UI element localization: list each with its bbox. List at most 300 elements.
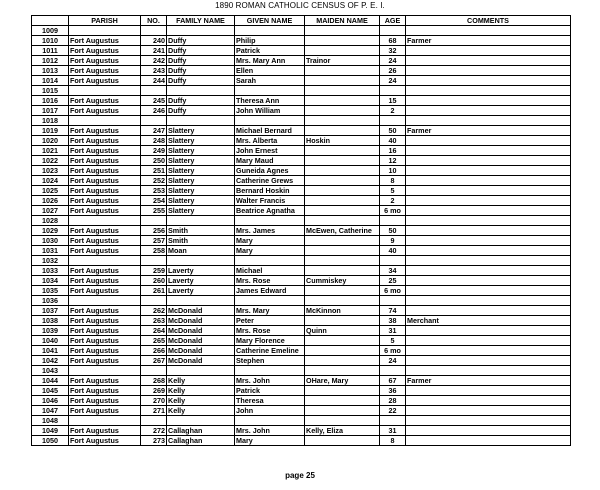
number-cell: 258: [141, 246, 167, 256]
maiden-name-cell: Cummiskey: [305, 276, 380, 286]
maiden-name-cell: [305, 296, 380, 306]
age-cell: 9: [380, 236, 406, 246]
record-id-cell: 1031: [32, 246, 69, 256]
age-cell: [380, 26, 406, 36]
parish-cell: [69, 256, 141, 266]
maiden-name-cell: [305, 286, 380, 296]
age-cell: 24: [380, 76, 406, 86]
table-row: [32, 166, 571, 176]
record-id-cell: 1040: [32, 336, 69, 346]
comments-cell: [406, 56, 571, 66]
number-cell: 267: [141, 356, 167, 366]
comments-cell: [406, 366, 571, 376]
header-comments: COMMENTS: [406, 16, 571, 26]
record-id-cell: 1038: [32, 316, 69, 326]
comments-cell: [406, 266, 571, 276]
record-id-cell: 1018: [32, 116, 69, 126]
record-id-cell: 1020: [32, 136, 69, 146]
parish-cell: Fort Augustus: [69, 386, 141, 396]
number-cell: 246: [141, 106, 167, 116]
comments-cell: [406, 46, 571, 56]
given-name-cell: Bernard Hoskin: [235, 186, 305, 196]
record-id-cell: 1021: [32, 146, 69, 156]
age-cell: 24: [380, 356, 406, 366]
parish-cell: Fort Augustus: [69, 316, 141, 326]
family-name-cell: Moan: [167, 246, 235, 256]
family-name-cell: Callaghan: [167, 426, 235, 436]
parish-cell: [69, 116, 141, 126]
record-id-cell: 1009: [32, 26, 69, 36]
number-cell: 271: [141, 406, 167, 416]
maiden-name-cell: [305, 366, 380, 376]
age-cell: 15: [380, 96, 406, 106]
number-cell: 269: [141, 386, 167, 396]
number-cell: 252: [141, 176, 167, 186]
table-row: [32, 106, 571, 116]
comments-cell: [406, 236, 571, 246]
table-row: [32, 236, 571, 246]
comments-cell: [406, 256, 571, 266]
table-row: [32, 416, 571, 426]
comments-cell: [406, 356, 571, 366]
given-name-cell: [235, 216, 305, 226]
age-cell: 12: [380, 156, 406, 166]
parish-cell: Fort Augustus: [69, 356, 141, 366]
table-row: [32, 286, 571, 296]
parish-cell: Fort Augustus: [69, 246, 141, 256]
age-cell: 6 mo: [380, 346, 406, 356]
number-cell: 261: [141, 286, 167, 296]
number-cell: [141, 86, 167, 96]
header-record-id: [32, 16, 69, 26]
number-cell: 259: [141, 266, 167, 276]
comments-cell: [406, 116, 571, 126]
given-name-cell: Patrick: [235, 46, 305, 56]
given-name-cell: Peter: [235, 316, 305, 326]
record-id-cell: 1027: [32, 206, 69, 216]
table-row: [32, 296, 571, 306]
parish-cell: Fort Augustus: [69, 376, 141, 386]
family-name-cell: McDonald: [167, 346, 235, 356]
maiden-name-cell: [305, 166, 380, 176]
maiden-name-cell: McKinnon: [305, 306, 380, 316]
table-row: [32, 176, 571, 186]
table-row: [32, 316, 571, 326]
given-name-cell: [235, 86, 305, 96]
given-name-cell: [235, 256, 305, 266]
maiden-name-cell: [305, 396, 380, 406]
table-row: [32, 26, 571, 36]
table-row: [32, 136, 571, 146]
age-cell: 50: [380, 226, 406, 236]
table-row: [32, 426, 571, 436]
comments-cell: [406, 286, 571, 296]
family-name-cell: Smith: [167, 226, 235, 236]
family-name-cell: Callaghan: [167, 436, 235, 446]
table-row: [32, 96, 571, 106]
table-row: [32, 216, 571, 226]
parish-cell: Fort Augustus: [69, 326, 141, 336]
number-cell: 254: [141, 196, 167, 206]
maiden-name-cell: [305, 386, 380, 396]
maiden-name-cell: Hoskin: [305, 136, 380, 146]
parish-cell: Fort Augustus: [69, 46, 141, 56]
header-given-name: GIVEN NAME: [235, 16, 305, 26]
maiden-name-cell: [305, 176, 380, 186]
given-name-cell: John Ernest: [235, 146, 305, 156]
table-row: [32, 196, 571, 206]
number-cell: [141, 216, 167, 226]
parish-cell: Fort Augustus: [69, 396, 141, 406]
number-cell: 248: [141, 136, 167, 146]
number-cell: 265: [141, 336, 167, 346]
age-cell: 16: [380, 146, 406, 156]
table-row: [32, 396, 571, 406]
table-row: [32, 376, 571, 386]
maiden-name-cell: [305, 436, 380, 446]
number-cell: 253: [141, 186, 167, 196]
age-cell: 68: [380, 36, 406, 46]
family-name-cell: McDonald: [167, 306, 235, 316]
comments-cell: [406, 416, 571, 426]
parish-cell: Fort Augustus: [69, 336, 141, 346]
maiden-name-cell: McEwen, Catherine: [305, 226, 380, 236]
number-cell: [141, 296, 167, 306]
record-id-cell: 1036: [32, 296, 69, 306]
comments-cell: [406, 76, 571, 86]
given-name-cell: Theresa: [235, 396, 305, 406]
maiden-name-cell: [305, 356, 380, 366]
number-cell: 255: [141, 206, 167, 216]
table-row: [32, 206, 571, 216]
parish-cell: Fort Augustus: [69, 176, 141, 186]
record-id-cell: 1014: [32, 76, 69, 86]
record-id-cell: 1042: [32, 356, 69, 366]
record-id-cell: 1011: [32, 46, 69, 56]
maiden-name-cell: [305, 196, 380, 206]
age-cell: 34: [380, 266, 406, 276]
table-row: [32, 326, 571, 336]
maiden-name-cell: [305, 336, 380, 346]
table-row: [32, 356, 571, 366]
table-row: [32, 146, 571, 156]
maiden-name-cell: [305, 216, 380, 226]
age-cell: 2: [380, 196, 406, 206]
age-cell: 22: [380, 406, 406, 416]
table-row: [32, 186, 571, 196]
given-name-cell: [235, 416, 305, 426]
family-name-cell: Duffy: [167, 66, 235, 76]
number-cell: 268: [141, 376, 167, 386]
comments-cell: [406, 196, 571, 206]
table-row: [32, 126, 571, 136]
given-name-cell: Mrs. Mary Ann: [235, 56, 305, 66]
parish-cell: Fort Augustus: [69, 36, 141, 46]
record-id-cell: 1030: [32, 236, 69, 246]
maiden-name-cell: [305, 246, 380, 256]
given-name-cell: Patrick: [235, 386, 305, 396]
age-cell: [380, 296, 406, 306]
family-name-cell: Duffy: [167, 56, 235, 66]
family-name-cell: Duffy: [167, 46, 235, 56]
family-name-cell: Kelly: [167, 376, 235, 386]
maiden-name-cell: [305, 126, 380, 136]
age-cell: 6 mo: [380, 206, 406, 216]
comments-cell: Farmer: [406, 376, 571, 386]
number-cell: 272: [141, 426, 167, 436]
table-row: [32, 246, 571, 256]
record-id-cell: 1013: [32, 66, 69, 76]
age-cell: 36: [380, 386, 406, 396]
given-name-cell: [235, 296, 305, 306]
given-name-cell: Stephen: [235, 356, 305, 366]
given-name-cell: Theresa Ann: [235, 96, 305, 106]
age-cell: 32: [380, 46, 406, 56]
given-name-cell: Walter Francis: [235, 196, 305, 206]
number-cell: 263: [141, 316, 167, 326]
comments-cell: [406, 406, 571, 416]
family-name-cell: [167, 416, 235, 426]
record-id-cell: 1043: [32, 366, 69, 376]
age-cell: 31: [380, 426, 406, 436]
family-name-cell: Kelly: [167, 406, 235, 416]
maiden-name-cell: [305, 406, 380, 416]
table-row: [32, 116, 571, 126]
parish-cell: Fort Augustus: [69, 156, 141, 166]
maiden-name-cell: [305, 146, 380, 156]
given-name-cell: Michael: [235, 266, 305, 276]
maiden-name-cell: [305, 106, 380, 116]
given-name-cell: Mrs. John: [235, 376, 305, 386]
given-name-cell: Mrs. Rose: [235, 326, 305, 336]
record-id-cell: 1037: [32, 306, 69, 316]
parish-cell: [69, 416, 141, 426]
parish-cell: Fort Augustus: [69, 56, 141, 66]
family-name-cell: Slattery: [167, 146, 235, 156]
given-name-cell: Mrs. Alberta: [235, 136, 305, 146]
maiden-name-cell: [305, 416, 380, 426]
maiden-name-cell: [305, 256, 380, 266]
given-name-cell: [235, 116, 305, 126]
maiden-name-cell: [305, 36, 380, 46]
given-name-cell: Mary Florence: [235, 336, 305, 346]
record-id-cell: 1046: [32, 396, 69, 406]
parish-cell: Fort Augustus: [69, 136, 141, 146]
maiden-name-cell: Kelly, Eliza: [305, 426, 380, 436]
given-name-cell: Catherine Grews: [235, 176, 305, 186]
parish-cell: Fort Augustus: [69, 186, 141, 196]
maiden-name-cell: [305, 76, 380, 86]
record-id-cell: 1035: [32, 286, 69, 296]
number-cell: 245: [141, 96, 167, 106]
comments-cell: [406, 296, 571, 306]
given-name-cell: Mrs. Mary: [235, 306, 305, 316]
family-name-cell: McDonald: [167, 326, 235, 336]
family-name-cell: Slattery: [167, 196, 235, 206]
family-name-cell: Kelly: [167, 386, 235, 396]
maiden-name-cell: [305, 346, 380, 356]
comments-cell: [406, 176, 571, 186]
maiden-name-cell: [305, 96, 380, 106]
age-cell: 24: [380, 56, 406, 66]
given-name-cell: John William: [235, 106, 305, 116]
comments-cell: Farmer: [406, 36, 571, 46]
family-name-cell: McDonald: [167, 316, 235, 326]
family-name-cell: Slattery: [167, 186, 235, 196]
record-id-cell: 1019: [32, 126, 69, 136]
header-number: NO.: [141, 16, 167, 26]
given-name-cell: Philip: [235, 36, 305, 46]
age-cell: 8: [380, 176, 406, 186]
family-name-cell: [167, 116, 235, 126]
family-name-cell: Slattery: [167, 166, 235, 176]
parish-cell: Fort Augustus: [69, 346, 141, 356]
record-id-cell: 1044: [32, 376, 69, 386]
family-name-cell: [167, 86, 235, 96]
comments-cell: [406, 436, 571, 446]
age-cell: 5: [380, 186, 406, 196]
age-cell: [380, 366, 406, 376]
maiden-name-cell: [305, 206, 380, 216]
parish-cell: Fort Augustus: [69, 436, 141, 446]
given-name-cell: Mrs. James: [235, 226, 305, 236]
age-cell: 74: [380, 306, 406, 316]
family-name-cell: Laverty: [167, 266, 235, 276]
number-cell: [141, 416, 167, 426]
comments-cell: [406, 276, 571, 286]
record-id-cell: 1015: [32, 86, 69, 96]
table-row: [32, 156, 571, 166]
record-id-cell: 1012: [32, 56, 69, 66]
number-cell: [141, 366, 167, 376]
number-cell: 247: [141, 126, 167, 136]
record-id-cell: 1045: [32, 386, 69, 396]
maiden-name-cell: [305, 156, 380, 166]
maiden-name-cell: [305, 316, 380, 326]
parish-cell: Fort Augustus: [69, 426, 141, 436]
record-id-cell: 1047: [32, 406, 69, 416]
given-name-cell: Guneida Agnes: [235, 166, 305, 176]
parish-cell: Fort Augustus: [69, 266, 141, 276]
record-id-cell: 1022: [32, 156, 69, 166]
family-name-cell: Duffy: [167, 106, 235, 116]
given-name-cell: John: [235, 406, 305, 416]
maiden-name-cell: [305, 46, 380, 56]
number-cell: 262: [141, 306, 167, 316]
comments-cell: [406, 226, 571, 236]
parish-cell: Fort Augustus: [69, 306, 141, 316]
parish-cell: Fort Augustus: [69, 66, 141, 76]
age-cell: 26: [380, 66, 406, 76]
family-name-cell: [167, 296, 235, 306]
number-cell: 266: [141, 346, 167, 356]
comments-cell: [406, 86, 571, 96]
table-row: [32, 266, 571, 276]
given-name-cell: Ellen: [235, 66, 305, 76]
comments-cell: [406, 156, 571, 166]
number-cell: 242: [141, 56, 167, 66]
given-name-cell: James Edward: [235, 286, 305, 296]
comments-cell: [406, 216, 571, 226]
record-id-cell: 1028: [32, 216, 69, 226]
number-cell: [141, 26, 167, 36]
parish-cell: [69, 86, 141, 96]
family-name-cell: McDonald: [167, 356, 235, 366]
record-id-cell: 1039: [32, 326, 69, 336]
record-id-cell: 1017: [32, 106, 69, 116]
family-name-cell: [167, 216, 235, 226]
record-id-cell: 1048: [32, 416, 69, 426]
table-row: [32, 56, 571, 66]
given-name-cell: Catherine Emeline: [235, 346, 305, 356]
comments-cell: [406, 336, 571, 346]
maiden-name-cell: [305, 266, 380, 276]
comments-cell: [406, 146, 571, 156]
record-id-cell: 1024: [32, 176, 69, 186]
table-row: [32, 336, 571, 346]
given-name-cell: Mary: [235, 236, 305, 246]
table-row: [32, 66, 571, 76]
comments-cell: [406, 246, 571, 256]
page-footer: page 25: [285, 471, 315, 480]
comments-cell: [406, 166, 571, 176]
record-id-cell: 1016: [32, 96, 69, 106]
comments-cell: [406, 326, 571, 336]
record-id-cell: 1034: [32, 276, 69, 286]
census-table-body: [32, 26, 571, 446]
number-cell: 273: [141, 436, 167, 446]
parish-cell: [69, 216, 141, 226]
header-maiden-name: MAIDEN NAME: [305, 16, 380, 26]
given-name-cell: Mary Maud: [235, 156, 305, 166]
comments-cell: [406, 206, 571, 216]
age-cell: 38: [380, 316, 406, 326]
header-family-name: FAMILY NAME: [167, 16, 235, 26]
comments-cell: [406, 346, 571, 356]
number-cell: 240: [141, 36, 167, 46]
family-name-cell: Laverty: [167, 276, 235, 286]
number-cell: 250: [141, 156, 167, 166]
number-cell: 244: [141, 76, 167, 86]
given-name-cell: Michael Bernard: [235, 126, 305, 136]
given-name-cell: Mary: [235, 246, 305, 256]
maiden-name-cell: Trainor: [305, 56, 380, 66]
record-id-cell: 1025: [32, 186, 69, 196]
parish-cell: Fort Augustus: [69, 76, 141, 86]
maiden-name-cell: [305, 236, 380, 246]
number-cell: 257: [141, 236, 167, 246]
parish-cell: Fort Augustus: [69, 146, 141, 156]
comments-cell: Merchant: [406, 316, 571, 326]
table-row: [32, 76, 571, 86]
age-cell: 6 mo: [380, 286, 406, 296]
table-row: [32, 436, 571, 446]
parish-cell: Fort Augustus: [69, 236, 141, 246]
age-cell: 28: [380, 396, 406, 406]
number-cell: 264: [141, 326, 167, 336]
age-cell: 10: [380, 166, 406, 176]
record-id-cell: 1041: [32, 346, 69, 356]
parish-cell: Fort Augustus: [69, 276, 141, 286]
table-row: [32, 86, 571, 96]
parish-cell: [69, 296, 141, 306]
maiden-name-cell: OHare, Mary: [305, 376, 380, 386]
family-name-cell: Slattery: [167, 176, 235, 186]
comments-cell: [406, 136, 571, 146]
table-row: [32, 256, 571, 266]
age-cell: 40: [380, 136, 406, 146]
table-row: [32, 406, 571, 416]
